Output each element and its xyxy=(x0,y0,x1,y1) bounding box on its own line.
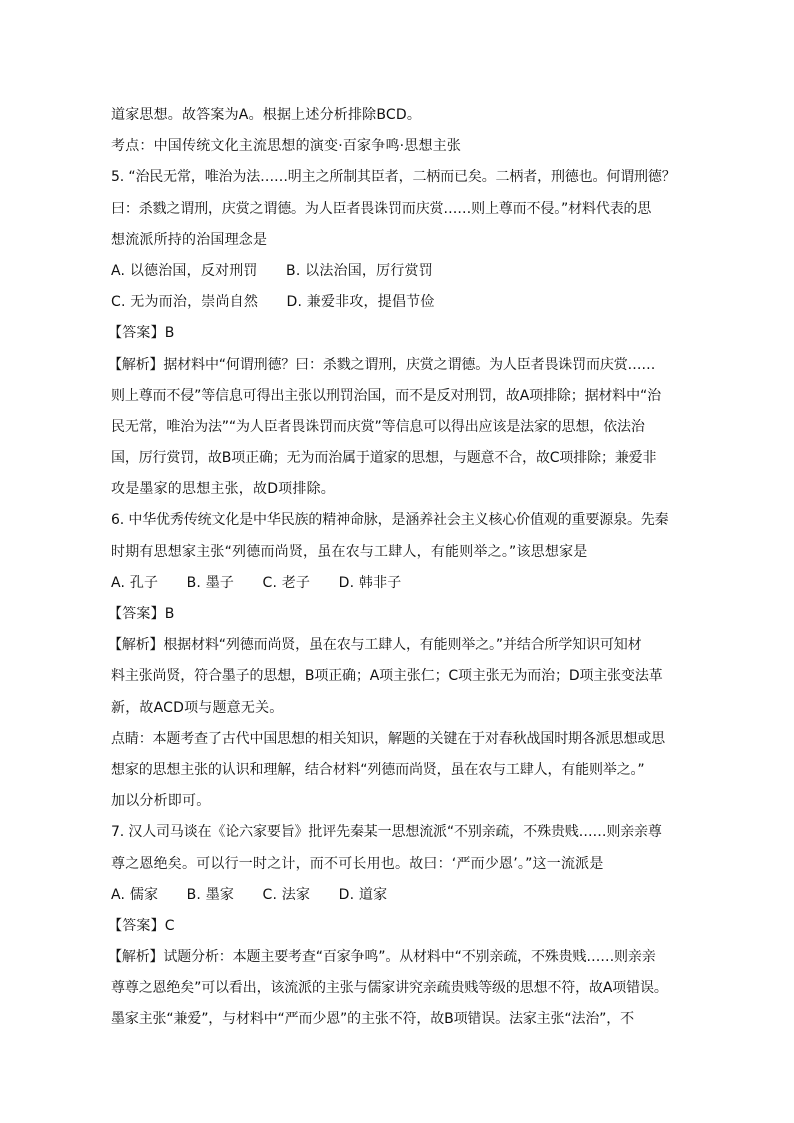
analysis-text: 【解析】根据材料“列德而尚贤，虽在农与工肆人，有能则举之。”并结合所学知识可知材 xyxy=(108,637,642,654)
question-6-stem: 6. 中华优秀传统文化是中华民族的精神命脉，是涵养社会主义核心价值观的重要源泉。先秦 xyxy=(111,512,669,529)
text-line: 考点：中国传统文化主流思想的演变·百家争鸣·思想主张 xyxy=(111,138,462,155)
commentary-text: 加以分析即可。 xyxy=(111,793,211,810)
document-page xyxy=(108,100,683,1036)
commentary-text: 点睛：本题考查了古代中国思想的相关知识，解题的关键在于对春秋战国时期各派思想或思 xyxy=(111,730,665,747)
answer-label: 【答案】C xyxy=(108,917,175,934)
question-5-stem: 想流派所持的治国理念是 xyxy=(111,231,268,248)
question-7-stem: 7. 汉人司马谈在《论六家要旨》批评先秦某一思想流派“不别亲疏，不殊贵贱……则亲亲尊 xyxy=(111,824,662,841)
question-6-options: A. 孔子 B. 墨子 C. 老子 D. 韩非子 xyxy=(111,574,402,591)
question-5-options: A. 以德治国，反对刑罚 B. 以法治国，厉行赏罚 xyxy=(111,262,433,279)
analysis-text: 则上尊而不侵”等信息可得出主张以刑罚治国，而不是反对刑罚，故A项排除；据材料中“治 xyxy=(111,387,661,404)
analysis-text: 国，厉行赏罚，故B项正确；无为而治属于道家的思想，与题意不合，故C项排除；兼爱非 xyxy=(111,450,657,467)
analysis-text: 【解析】试题分析：本题主要考查“百家争鸣”。从材料中“不别亲疏，不殊贵贱……则亲亲 xyxy=(108,949,656,966)
analysis-text: 民无常，唯治为法”“为人臣者畏诛罚而庆赏”等信息可以得出应该是法家的思想，依法治 xyxy=(111,418,645,435)
answer-label: 【答案】B xyxy=(108,606,175,622)
question-7-options: A. 儒家 B. 墨家 C. 法家 D. 道家 xyxy=(111,886,388,903)
analysis-text: 墨家主张“兼爱”，与材料中“严而少恩”的主张不符，故B项错误。法家主张“法治”，不 xyxy=(111,1011,634,1028)
analysis-text: 【解析】据材料中“何谓刑德？曰：杀戮之谓刑，庆赏之谓德。为人臣者畏诛罚而庆赏…… xyxy=(108,356,656,373)
question-7-stem: 尊之恩绝矣。可以行一时之计，而不可长用也。故曰：‘严而少恩’。”这一流派是 xyxy=(111,855,604,872)
analysis-text: 料主张尚贤，符合墨子的思想，B项正确；A项主张仁；C项主张无为而治；D项主张变法革 xyxy=(111,668,663,685)
answer-label: 【答案】B xyxy=(108,325,175,342)
question-5-stem: 曰：杀戮之谓刑，庆赏之谓德。为人臣者畏诛罚而庆赏……则上尊而不侵。”材料代表的思 xyxy=(111,200,652,217)
text-line: 道家思想。故答案为A。根据上述分析排除BCD。 xyxy=(111,107,422,123)
commentary-text: 想家的思想主张的认识和理解，结合材料“列德而尚贤，虽在农与工肆人，有能则举之。” xyxy=(111,761,645,778)
analysis-text: 新，故ACD项与题意无关。 xyxy=(111,699,284,716)
analysis-text: 尊尊之恩绝矣”可以看出，该流派的主张与儒家讲究亲疏贵贱等级的思想不符，故A项错误。 xyxy=(111,980,668,997)
question-5-options: C. 无为而治，崇尚自然 D. 兼爱非攻，提倡节俭 xyxy=(111,294,435,311)
analysis-text: 攻是墨家的思想主张，故D项排除。 xyxy=(111,481,335,498)
question-6-stem: 时期有思想家主张“列德而尚贤，虽在农与工肆人，有能则举之。”该思想家是 xyxy=(111,543,588,560)
question-5-stem: 5. “治民无常，唯治为法……明主之所制其臣者，二柄而已矣。二柄者，刑德也。何谓刑德？ xyxy=(111,169,676,186)
